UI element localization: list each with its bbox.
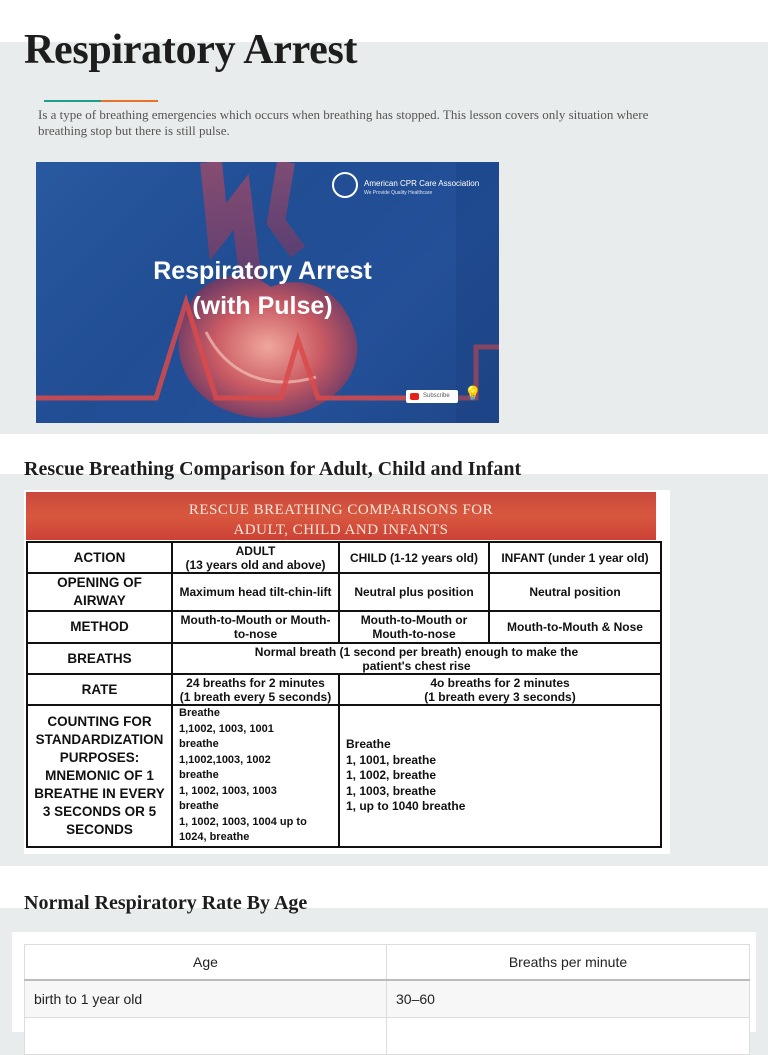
method-label: METHOD	[27, 611, 172, 643]
rate-adult	[172, 674, 339, 705]
counting-adult-line: 1024, breathe	[179, 831, 250, 843]
counting-adult-line: breathe	[179, 738, 219, 750]
subscribe-label: Subscribe	[423, 393, 450, 399]
title-accent-line	[44, 100, 158, 102]
page-title: Respiratory Arrest	[24, 27, 358, 73]
rate-adult-line-2: (1 breath every 5 seconds)	[179, 689, 332, 704]
banner-line-1: RESCUE BREATHING COMPARISONS FOR	[188, 502, 494, 518]
counting-adult-line: 1,1002, 1003, 1001	[179, 722, 274, 735]
banner-line-2: ADULT, CHILD AND INFANTS	[233, 522, 449, 538]
column-header-age: Age	[25, 945, 387, 981]
counting-label-line: STANDARDIZATION	[35, 731, 164, 747]
counting-label-line: SECONDS	[66, 821, 133, 837]
table-row	[25, 1018, 750, 1055]
counting-child-infant-line: 1, 1003, breathe	[346, 783, 437, 798]
airway-adult: Maximum head tilt-chin-lift	[172, 573, 339, 611]
header-infant: INFANT (under 1 year old)	[489, 542, 661, 573]
counting-label	[27, 705, 172, 847]
airway-label	[27, 573, 172, 611]
method-child: Mouth-to-Mouth or Mouth-to-nose	[339, 611, 489, 643]
counting-child-infant-line: 1, 1002, breathe	[346, 768, 437, 782]
counting-label-line: PURPOSES:	[59, 749, 140, 765]
counting-child-infant-line: 1, up to 1040 breathe	[346, 799, 466, 813]
header-child: CHILD (1-12 years old)	[339, 542, 489, 573]
table-row	[27, 542, 661, 573]
video-title	[36, 254, 499, 324]
cell-age: birth to 1 year old	[25, 980, 387, 1018]
counting-label-line: BREATHE IN EVERY	[34, 785, 165, 801]
youtube-icon	[410, 393, 419, 400]
cell-breaths: 30–60	[387, 980, 750, 1018]
cell-breaths	[387, 1018, 750, 1055]
header-adult-line-1: ADULT	[235, 543, 276, 558]
breaths-label: BREATHS	[27, 643, 172, 674]
airway-label-line-1: OPENING OF	[57, 575, 142, 590]
comparison-heading: Rescue Breathing Comparison for Adult, Child and Infant	[24, 458, 522, 480]
rate-child-infant-line-1: 4o breaths for 2 minutes	[430, 675, 570, 690]
seal-icon	[332, 172, 358, 198]
lightbulb-icon: 💡	[464, 386, 482, 402]
airway-label-line-2: AIRWAY	[73, 593, 126, 608]
org-logo	[332, 172, 492, 202]
rates-heading: Normal Respiratory Rate By Age	[24, 892, 308, 914]
rate-adult-line-1: 24 breaths for 2 minutes	[186, 675, 325, 690]
rate-child-infant	[339, 674, 661, 705]
header-adult	[172, 542, 339, 573]
counting-adult-line: Breathe	[179, 707, 220, 719]
counting-label-line: COUNTING FOR	[47, 713, 152, 729]
airway-infant: Neutral position	[489, 573, 661, 611]
video-title-line-2: (with Pulse)	[192, 292, 333, 320]
header-action: ACTION	[27, 542, 172, 573]
table-header-row	[25, 945, 750, 981]
counting-child-infant-line: Breathe	[346, 737, 391, 751]
counting-adult-line: breathe	[179, 800, 219, 812]
cell-age	[25, 1018, 387, 1055]
table-row	[25, 980, 750, 1018]
video-thumbnail[interactable]	[36, 162, 499, 423]
counting-label-line: 3 SECONDS OR 5	[42, 803, 157, 819]
header-adult-line-2: (13 years old and above)	[185, 557, 326, 572]
table-row	[27, 674, 661, 705]
table-row	[27, 705, 661, 847]
org-name: American CPR Care Association	[364, 179, 480, 188]
airway-child: Neutral plus position	[339, 573, 489, 611]
counting-adult-line: 1, 1002, 1003, 1004 up to	[179, 815, 307, 828]
comparison-banner	[26, 492, 656, 540]
counting-child-infant-line: 1, 1001, breathe	[346, 752, 437, 767]
method-adult: Mouth-to-Mouth or Mouth-to-nose	[172, 611, 339, 643]
video-title-line-1: Respiratory Arrest	[153, 257, 372, 285]
intro-paragraph: Is a type of breathing emergencies which occurs when breathing has stopped. This lesson covers only situation where breathing stop but there is still pulse.	[38, 107, 649, 138]
rates-table	[24, 944, 750, 1055]
counting-adult-line: 1,1002,1003, 1002	[179, 753, 271, 766]
counting-adult-line: 1, 1002, 1003, 1003	[179, 784, 277, 797]
table-row	[27, 643, 661, 674]
counting-adult	[172, 705, 339, 847]
breaths-all: Normal breath (1 second per breath) enough to make the patient's chest rise	[172, 643, 661, 674]
org-tagline: We Provide Quality Healthcare	[364, 190, 433, 196]
method-infant: Mouth-to-Mouth & Nose	[489, 611, 661, 643]
subscribe-button[interactable]	[406, 390, 458, 403]
comparison-chart-image	[24, 490, 670, 854]
rate-child-infant-line-2: (1 breath every 3 seconds)	[424, 689, 576, 704]
column-header-breaths: Breaths per minute	[387, 945, 750, 981]
rate-label: RATE	[27, 674, 172, 705]
counting-label-line: MNEMONIC OF 1	[45, 767, 154, 783]
rates-table-container	[12, 932, 756, 1032]
counting-adult-line: breathe	[179, 769, 219, 781]
table-row	[27, 611, 661, 643]
counting-child-infant	[339, 705, 661, 847]
comparison-table	[26, 541, 662, 848]
table-row	[27, 573, 661, 611]
